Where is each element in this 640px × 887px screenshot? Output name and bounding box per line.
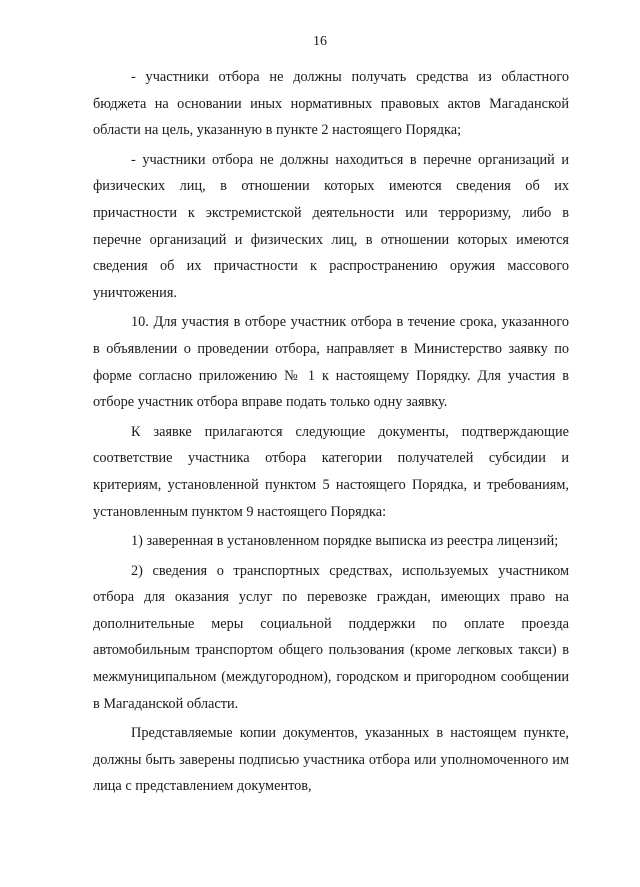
paragraph-application-submission: 10. Для участия в отборе участник отбора в течение срока, указанного в объявлении о проведении отбора, направляет в Министерство заявку по форме согласно приложению № 1 к настоящему Порядку. Для участия в отборе участник отбора вправе подать только одну заявку. bbox=[93, 314, 569, 411]
document-body bbox=[93, 64, 569, 800]
paragraph-extremism-list-condition: - участники отбора не должны находиться в перечне организаций и физических лиц, в отношении которых имеются сведения об их причастности к экстремистской деятельности или терроризму, либо в перечне организаций и физических лиц, в отношении которых имеются сведения об их причастности к распространению оружия массового уничтожения. bbox=[93, 151, 569, 301]
paragraph-license-extract: 1) заверенная в установленном порядке выписка из реестра лицензий; bbox=[131, 533, 559, 550]
paragraph-regional-budget-condition: - участники отбора не должны получать средства из областного бюджета на основании иных нормативных правовых актов Магаданской области на цель, указанную в пункте 2 настоящего Порядка; bbox=[93, 69, 569, 139]
paragraph-attached-documents: К заявке прилагаются следующие документы, подтверждающие соответствие участника отбора категории получателей субсидии и критериям, установленной пунктом 5 настоящего Порядка, и требованиям, установленным пунктом 9 настоящего Порядка: bbox=[93, 423, 569, 520]
page-number: 16 bbox=[313, 34, 327, 49]
paragraph-vehicle-information: 2) сведения о транспортных средствах, используемых участником отбора для оказания услуг по перевозке граждан, имеющих право на дополнительные меры социальной поддержки по оплате проезда автомобильным транспортом общего пользования (кроме легковых такси) в межмуниципальном (междугородном), городском и пригородном сообщении в Магаданской области. bbox=[93, 562, 569, 712]
paragraph-document-copies: Представляемые копии документов, указанных в настоящем пункте, должны быть заверены подписью участника отбора или уполномоченного им лица с представлением документов, bbox=[93, 725, 569, 795]
